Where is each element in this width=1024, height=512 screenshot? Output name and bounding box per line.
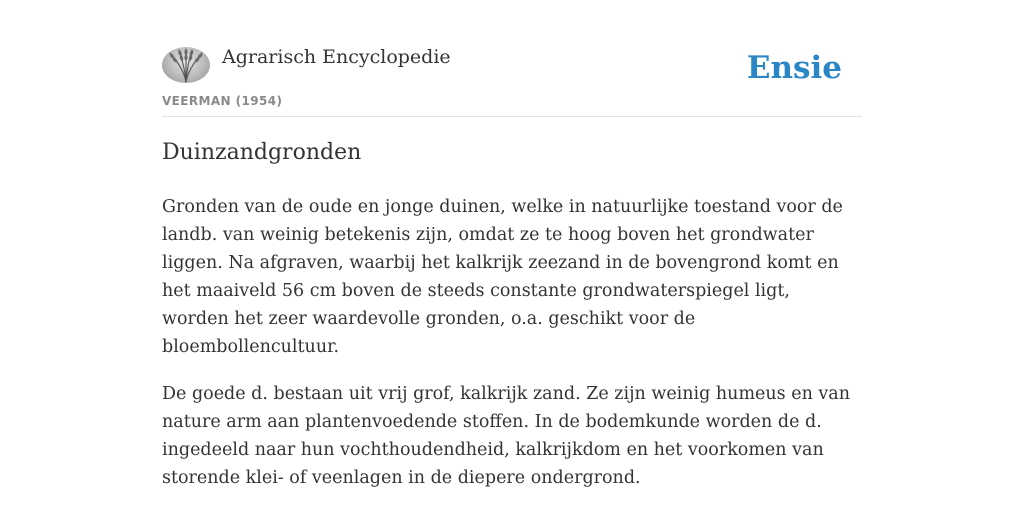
encyclopedia-title[interactable]: Agrarisch Encyclopedie	[222, 46, 451, 68]
header	[162, 44, 862, 117]
article-body	[162, 193, 862, 511]
article-paragraph: De goede d. bestaan uit vrij grof, kalkrijk zand. Ze zijn weinig humeus en van nature arm aan plantenvoedende stoffen. In de bodemkunde worden de d. ingedeeld naar hun vochthoudendheid, kalkrijkdom en het voorkomen van storende klei- of veenlagen in de diepere ondergrond.	[162, 384, 851, 488]
brand-logo[interactable]: Ensie	[746, 50, 842, 86]
wheat-ears-icon[interactable]	[162, 47, 210, 83]
article-paragraph: Gronden van de oude en jonge duinen, welke in natuurlijke toestand voor de landb. van weinig betekenis zijn, omdat ze te hoog boven het grondwater liggen. Na afgraven, waarbij het kalkrijk zeezand in de bovengrond komt en het maaiveld 56 cm boven de steeds constante grondwaterspiegel ligt, worden het zeer waardevolle gronden, o.a. geschikt voor de bloembollencultuur.	[162, 197, 843, 357]
edition-label: VEERMAN (1954)	[162, 94, 283, 108]
article-title: Duinzandgronden	[162, 140, 362, 165]
